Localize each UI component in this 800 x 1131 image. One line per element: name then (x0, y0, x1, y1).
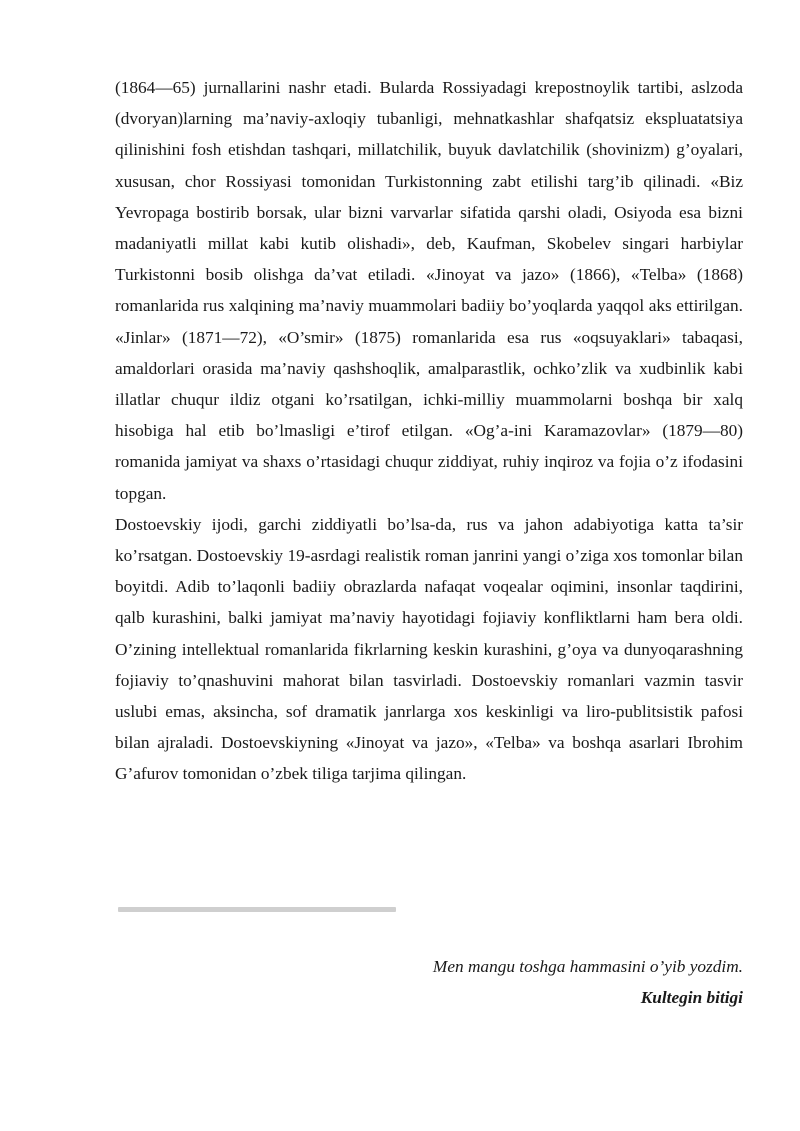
epigraph (433, 951, 743, 1013)
section-divider (118, 907, 396, 912)
document-body (115, 72, 743, 790)
epigraph-source: Kultegin bitigi (640, 988, 743, 1008)
paragraph-2: Dostoevskiy ijodi, garchi ziddiyatli bo’lsa-da, rus va jahon adabiyotiga katta ta’sir ko’rsatgan. Dostoevskiy 19-asrdagi realistik roman janrini yangi o’ziga xos tomonlar bilan boyitdi. Adib to’laqonli badiiy obrazlarda nafaqat voqealar oqimini, insonlar taqdirini, qalb kurashini, balki jamiyat ma’naviy hayotidagi fojiaviy konfliktlarni ham bera oldi. O’zining intellektual romanlarida fikrlarning keskin kurashini, g’oya va dunyoqarashning fojiaviy to’qnashuvini mahorat bilan tasvirladi. Dostoevskiy romanlari vazmin tasvir uslubi emas, aksincha, sof dramatik janrlarga xos keskinligi va liro-publitsistik pafosi bilan ajraladi. Dostoevskiyning «Jinoyat va jazo», «Telba» va boshqa asarlari Ibrohim G’afurov tomonidan o’zbek tiliga tarjima qilingan. (115, 514, 743, 784)
paragraph-1: (1864—65) jurnallarini nashr etadi. Bularda Rossiyadagi krepostnoylik tartibi, aslzoda (dvoryan)larning ma’naviy-axloqiy tubanligi, mehnatkashlar shafqatsiz ekspluatatsiya qilinishini fosh etishdan tashqari, millatchilik, buyuk davlatchilik (shovinizm) g’oyalari, xususan, chor Rossiyasi tomonidan Turkistonning zabt etilishi targ’ib qilinadi. «Biz Yevropaga bostirib borsak, ular bizni varvarlar sifatida qarshi oladi, Osiyoda esa bizni madaniyatli millat kabi kutib olishadi», deb, Kaufman, Skobelev singari harbiylar Turkistonni bosib olishga da’vat etiladi. «Jinoyat va jazo» (1866), «Telba» (1868) romanlarida rus xalqining ma’naviy muammolari badiiy bo’yoqlarda yaqqol aks ettirilgan. «Jinlar» (1871—72), «O’smir» (1875) romanlarida esa rus «oqsuyaklari» tabaqasi, amaldorlari orasida ma’naviy qashshoqlik, amalparastlik, ochko’zlik va xudbinlik kabi illatlar chuqur ildiz otgani ko’rsatilgan, ichki-milliy muammolarni boshqa bir xalq hisobiga hal etib bo’lmasligi e’tirof etilgan. «Og’a-ini Karamazovlar» (1879—80) romanida jamiyat va shaxs o’rtasidagi chuqur ziddiyat, ruhiy inqiroz va fojia o’z ifodasini topgan. (115, 78, 743, 503)
epigraph-quote: Men mangu toshga hammasini o’yib yozdim. (432, 957, 743, 976)
